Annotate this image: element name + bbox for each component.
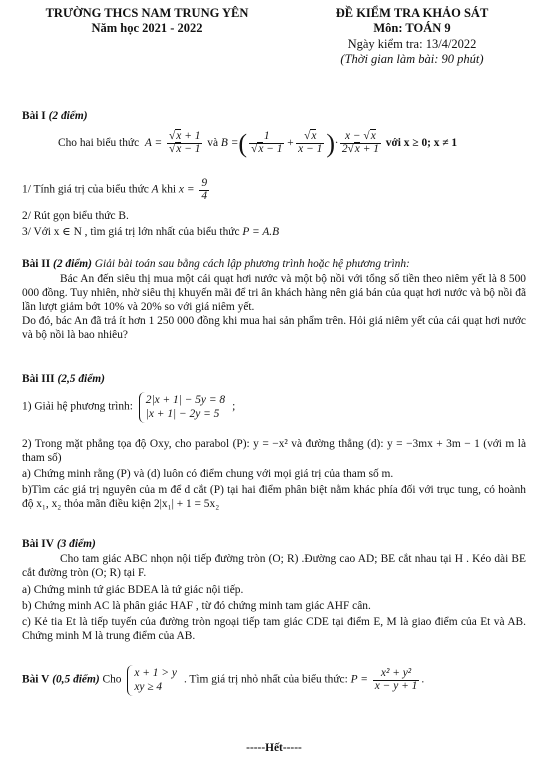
bai1-q1: 1/ Tính giá trị của biểu thức A khi x = $\frac{9}{4}$ <box>22 177 208 202</box>
bai2-paragraph-2: Do đó, bác An đã trả ít hơn 1 250 000 đồng khi mua hai sản phẩm trên. Hỏi giá niêm yết của cái quạt hơi nước và bộ nồi là bao nhiêu? <box>22 314 526 341</box>
bai1-q3: 3/ Với x ∈ N , tìm giá trị lớn nhất của biểu thức P = A.B <box>22 226 280 238</box>
bai1-heading <box>22 110 526 124</box>
bai4-qc: c) Kẻ tia Et là tiếp tuyến của đường tròn ngoại tiếp tam giác CDE tại điểm E, M là giao điểm của Et và AB. Chứng minh M là trung điểm của AB. <box>22 616 526 642</box>
bai3-qb: b)Tìm các giá trị nguyên của m để d cắt (P) tại hai điểm phân biệt nằm khác phía đối với trục tung, có hoành độ x₁, x₂ thỏa mãn điều kiện 2|x₁| + 1 = 5x₂ <box>22 484 526 510</box>
school-name: TRƯỜNG THCS NAM TRUNG YÊN <box>45 6 249 20</box>
expr-b-term1: $\frac{1}{√x - 1}$ <box>251 130 283 156</box>
bai2-heading: Bài II (2 điểm) Giải bài toán sau bằng cách lập phương trình hoặc hệ phương trình: <box>22 258 410 270</box>
bai5-system: x + 1 > y xy ≥ 4 <box>127 665 181 696</box>
bai1-condition: với x ≥ 0; x ≠ 1 <box>385 136 458 149</box>
bai5-fraction: $\frac{\text{x² + y²}}{x - y + 1}$ <box>374 666 418 692</box>
bai4-body: Cho tam giác ABC nhọn nội tiếp đường tròn (O; R) .Đường cao AD; BE cắt nhau tại H . Kéo dài BE cắt đường tròn (O; R) tại F. <box>22 553 526 579</box>
bai1-q2: 2/ Rút gọn biểu thức B. <box>22 210 129 222</box>
expr-b-term3: $\frac{x - √x}{2√x + 1}$ <box>341 130 379 156</box>
bai4-qb: b) Chứng minh AC là phân giác HAF , từ đó chứng minh tam giác AHF cân. <box>22 600 371 612</box>
q1-fraction: $\frac{9}{4}$ <box>201 177 208 202</box>
school-year: Năm học 2021 - 2022 <box>91 21 203 36</box>
bai2-paragraph-1: Bác An đến siêu thị mua một cái quạt hơi nước và một bộ nồi với tổng số tiền theo niêm yết là 8 500 000 đồng. Tuy nhiên, nhờ siêu thị khuyến mãi để tri ân khách hàng nên giá bán của quạt hơi nước và bộ nồi đã lần lượt giảm bớt 10% và 20% so với giá niêm yết. <box>22 273 526 313</box>
header-right <box>292 6 532 67</box>
bai5-line: Bài V (0,5 điểm) Cho x + 1 > y xy ≥ 4 . Tìm giá trị nhỏ nhất của biểu thức: P = $\frac{\text{x² + y²}}{x - y + 1}$ . <box>22 665 526 696</box>
bai3-q2: 2) Trong mặt phẳng tọa độ Oxy, cho parabol (P): y = −x² và đường thẳng (d): y = −3mx + 3m − 1 (với m là tham số) <box>22 438 526 464</box>
expr-a: $\frac{√x + 1}{√x - 1}$ <box>169 130 201 156</box>
header-left <box>22 6 272 37</box>
bai2-body <box>22 273 526 343</box>
bai3-qa: a) Chứng minh rằng (P) và (d) luôn có điểm chung với mọi giá trị của tham số m. <box>22 468 394 480</box>
exam-date: Ngày kiểm tra: 13/4/2022 <box>347 36 477 51</box>
exam-subject: Môn: TOÁN 9 <box>373 21 451 36</box>
exam-duration: (Thời gian làm bài: 90 phút) <box>340 51 484 66</box>
bai1-and: và <box>207 136 219 149</box>
bai1-points: (2 điểm) <box>48 110 88 122</box>
bai1-title: Bài I <box>22 110 46 122</box>
expr-b-term2: $\frac{√x}{x - 1}$ <box>298 130 323 156</box>
bai4-heading: Bài IV (3 điểm) <box>22 538 96 550</box>
bai4-qa: a) Chứng minh tứ giác BDEA là tứ giác nội tiếp. <box>22 584 244 596</box>
exam-title: ĐỀ KIỂM TRA KHẢO SÁT <box>335 6 489 20</box>
bai3-q1: 1) Giải hệ phương trình: 2|x + 1| − 5y = 8 |x + 1| − 2y = 5 ; <box>22 392 526 423</box>
bai2-instruction: Giải bài toán sau bằng cách lập phương trình hoặc hệ phương trình: <box>94 258 410 270</box>
bai3-heading: Bài III (2,5 điểm) <box>22 373 105 385</box>
bai3-system: 2|x + 1| − 5y = 8 |x + 1| − 2y = 5 <box>139 392 229 423</box>
bai1-expressions: Cho hai biểu thức A = $\frac{√x + 1}{√x - 1}$ và B =( $\frac{1}{√x - 1}$ + $\frac{√x}{x - 1}$ )· $\frac{x - √x}{2√x + 1}$ với x ≥ 0; x ≠ 1 <box>58 129 458 158</box>
bai1-intro: Cho hai biểu thức <box>58 136 140 149</box>
footer-end: -----Hết----- <box>246 742 302 754</box>
